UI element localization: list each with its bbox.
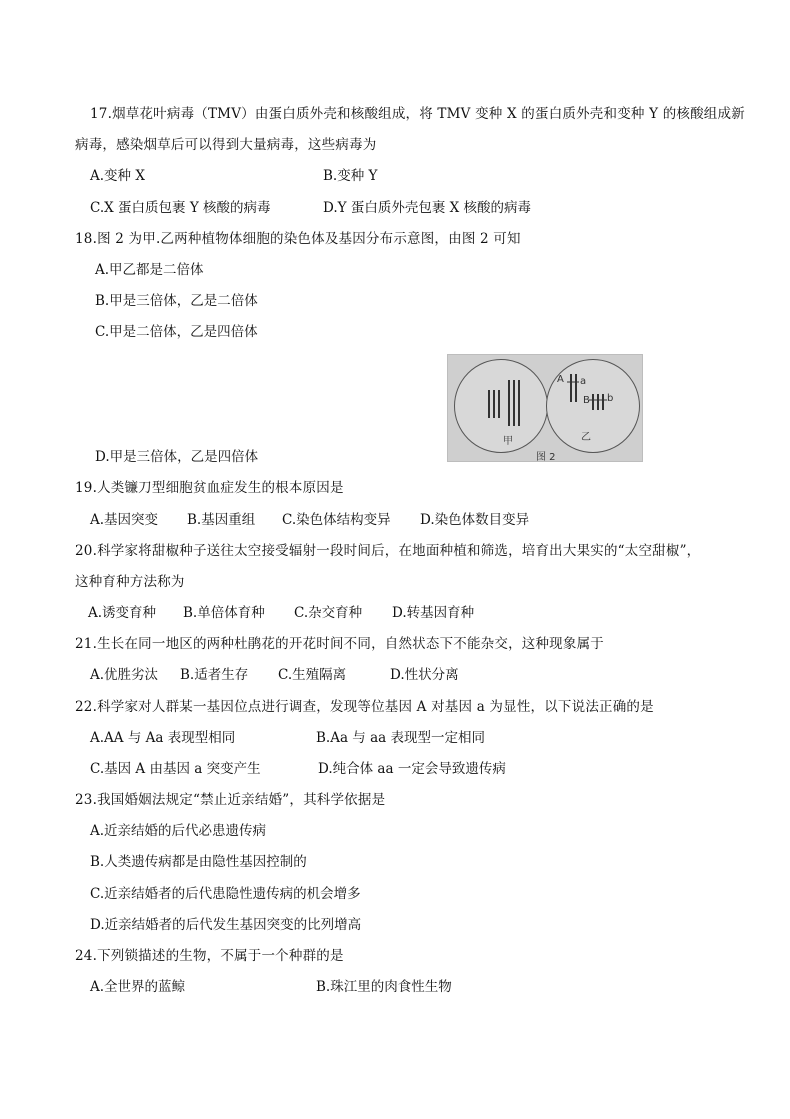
q22-option-d: D.纯合体 aa 一定会导致遗传病	[318, 761, 506, 777]
q21-option-a: A.优胜劣汰	[90, 667, 159, 683]
gene-A-label: A	[557, 374, 564, 385]
q17-stem-line2: 病毒，感染烟草后可以得到大量病毒，这些病毒为	[75, 137, 377, 153]
q18-option-d: D.甲是三倍体，乙是四倍体	[95, 449, 259, 465]
q22-stem: 22.科学家对人群某一基因位点进行调查，发现等位基因 A 对基因 a 为显性，以下说法正确的是	[75, 699, 654, 715]
q19-option-c: C.染色体结构变异	[282, 512, 391, 528]
q23-stem: 23.我国婚姻法规定“禁止近亲结婚”，其科学依据是	[75, 792, 386, 808]
q17-option-c: C.X 蛋白质包裹 Y 核酸的病毒	[90, 200, 271, 216]
q20-option-c: C.杂交育种	[294, 605, 363, 621]
q17-option-a: A.变种 X	[90, 168, 145, 184]
gene-B-label: B	[583, 395, 590, 406]
q24-stem: 24.下列锁描述的生物，不属于一个种群的是	[75, 948, 344, 964]
gene-b-label: b	[607, 393, 614, 404]
gene-a-label: a	[580, 376, 587, 387]
q24-option-b: B.珠江里的肉食性生物	[316, 979, 452, 995]
q17-option-b: B.变种 Y	[323, 168, 378, 184]
cell-yi	[546, 359, 640, 453]
figure-2	[447, 354, 643, 462]
cell-jia	[454, 359, 548, 453]
q20-stem-line2: 这种育种方法称为	[75, 574, 185, 590]
q20-option-a: A.诱变育种	[88, 605, 157, 621]
q24-option-a: A.全世界的蓝鲸	[90, 979, 186, 995]
q18-stem: 18.图 2 为甲.乙两种植物体细胞的染色体及基因分布示意图，由图 2 可知	[75, 231, 521, 247]
q23-option-b: B.人类遗传病都是由隐性基因控制的	[90, 854, 307, 870]
chromosome-lines-jia	[455, 360, 547, 452]
q21-stem: 21.生长在同一地区的两种杜鹃花的开花时间不同，自然状态下不能杂交，这种现象属于	[75, 636, 604, 652]
q17-stem-line1: 17.烟草花叶病毒（TMV）由蛋白质外壳和核酸组成，将 TMV 变种 X 的蛋白质外壳和变种 Y 的核酸组成新	[90, 106, 745, 122]
q23-option-d: D.近亲结婚者的后代发生基因突变的比列增高	[90, 917, 362, 933]
q19-option-b: B.基因重组	[187, 512, 256, 528]
q22-option-a: A.AA 与 Aa 表现型相同	[90, 730, 236, 746]
q19-option-a: A.基因突变	[90, 512, 159, 528]
q22-option-c: C.基因 A 由基因 a 突变产生	[90, 761, 261, 777]
q19-option-d: D.染色体数目变异	[420, 512, 530, 528]
q19-stem: 19.人类镰刀型细胞贫血症发生的根本原因是	[75, 480, 344, 496]
q22-option-b: B.Aa 与 aa 表现型一定相同	[316, 730, 485, 746]
q20-option-d: D.转基因育种	[392, 605, 475, 621]
q18-option-b: B.甲是三倍体，乙是二倍体	[95, 293, 258, 309]
q18-option-a: A.甲乙都是二倍体	[95, 262, 204, 278]
q21-option-d: D.性状分离	[390, 667, 459, 683]
q20-option-b: B.单倍体育种	[183, 605, 265, 621]
q21-option-c: C.生殖隔离	[278, 667, 347, 683]
figure-caption: 图 2	[536, 452, 556, 463]
cell-yi-label: 乙	[581, 432, 591, 443]
cell-jia-label: 甲	[503, 436, 513, 447]
q23-option-c: C.近亲结婚者的后代患隐性遗传病的机会增多	[90, 886, 361, 902]
q21-option-b: B.适者生存	[180, 667, 249, 683]
q20-stem-line1: 20.科学家将甜椒种子送往太空接受辐射一段时间后，在地面种植和筛选，培育出大果实的“太空甜椒”，	[75, 543, 701, 559]
q23-option-a: A.近亲结婚的后代必患遗传病	[90, 823, 267, 839]
q17-option-d: D.Y 蛋白质外壳包裹 X 核酸的病毒	[323, 200, 532, 216]
q18-option-c: C.甲是二倍体，乙是四倍体	[95, 324, 258, 340]
